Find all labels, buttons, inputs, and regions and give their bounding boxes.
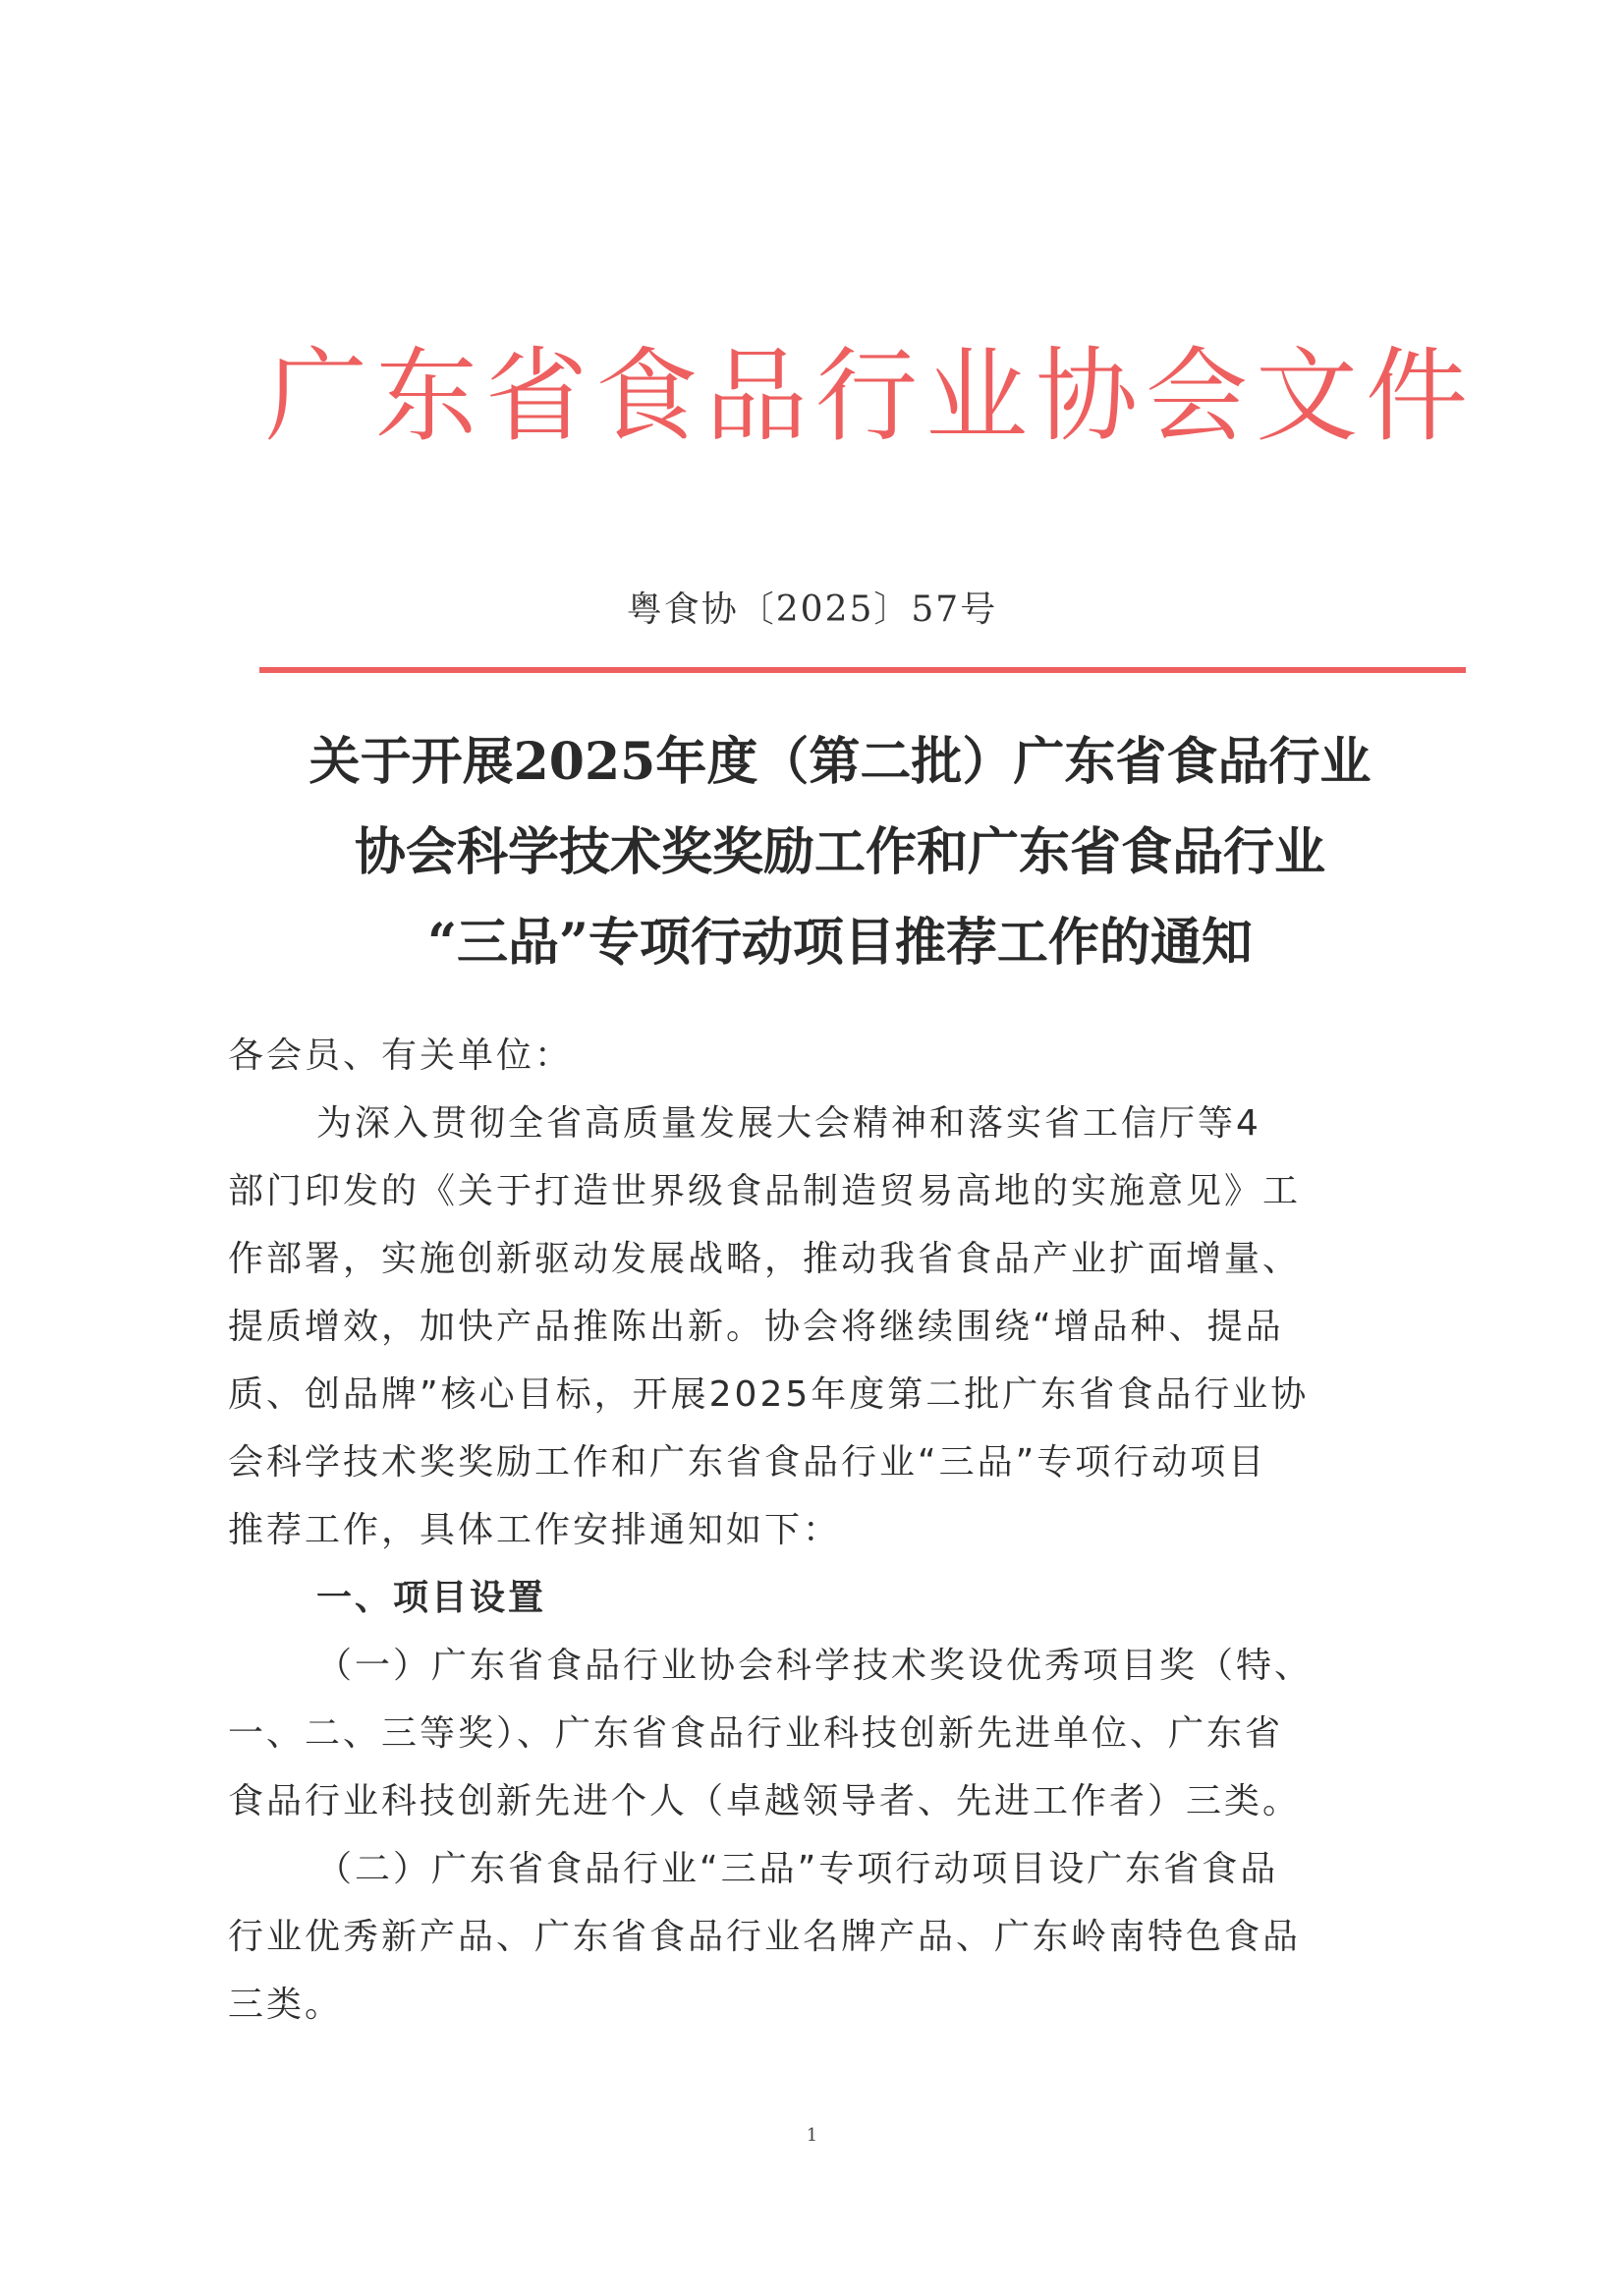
red-divider-line xyxy=(259,667,1466,673)
paragraph-line: 行业优秀新产品、广东省食品行业名牌产品、广东岭南特色食品 xyxy=(228,1917,1302,1957)
paragraph-line: 一、二、三等奖）、广东省食品行业科技创新先进单位、广东省 xyxy=(228,1713,1284,1754)
title-line: 协会科学技术奖奖励工作和广东省食品行业 xyxy=(354,822,1325,882)
paragraph-line: （二）广东省食品行业“三品”专项行动项目设广东省食品 xyxy=(316,1849,1279,1889)
title-line: 关于开展2025年度（第二批）广东省食品行业 xyxy=(308,732,1372,792)
paragraph-line: 作部署，实施创新驱动发展战略，推动我省食品产业扩面增量、 xyxy=(228,1239,1302,1279)
paragraph-line: 提质增效，加快产品推陈出新。协会将继续围绕“增品种、提品 xyxy=(228,1307,1284,1347)
paragraph-line: （一）广东省食品行业协会科学技术奖设优秀项目奖（特、 xyxy=(316,1646,1314,1686)
paragraph-line: 三类。 xyxy=(228,1985,344,2025)
title-line: “三品”专项行动项目推荐工作的通知 xyxy=(427,913,1253,973)
masthead-title: 广东省食品行业协会文件 xyxy=(265,336,1477,456)
paragraph-line: 会科学技术奖奖励工作和广东省食品行业“三品”专项行动项目 xyxy=(228,1442,1267,1483)
paragraph-line: 为深入贯彻全省高质量发展大会精神和落实省工信厅等4 xyxy=(316,1103,1261,1144)
notice-body xyxy=(228,1022,1446,2039)
paragraph-line: 质、创品牌”核心目标，开展2025年度第二批广东省食品行业协 xyxy=(228,1374,1310,1415)
salutation: 各会员、有关单位： xyxy=(228,1036,574,1076)
notice-title xyxy=(216,717,1464,988)
paragraph-line: 推荐工作，具体工作安排通知如下： xyxy=(228,1510,842,1550)
document-number: 粤食协〔2025〕57号 xyxy=(626,589,998,630)
paragraph-line: 部门印发的《关于打造世界级食品制造贸易高地的实施意见》工 xyxy=(228,1171,1302,1211)
page-number: 1 xyxy=(806,2125,818,2146)
paragraph-line: 食品行业科技创新先进个人（卓越领导者、先进工作者）三类。 xyxy=(228,1781,1302,1821)
section-heading: 一、项目设置 xyxy=(316,1578,547,1618)
